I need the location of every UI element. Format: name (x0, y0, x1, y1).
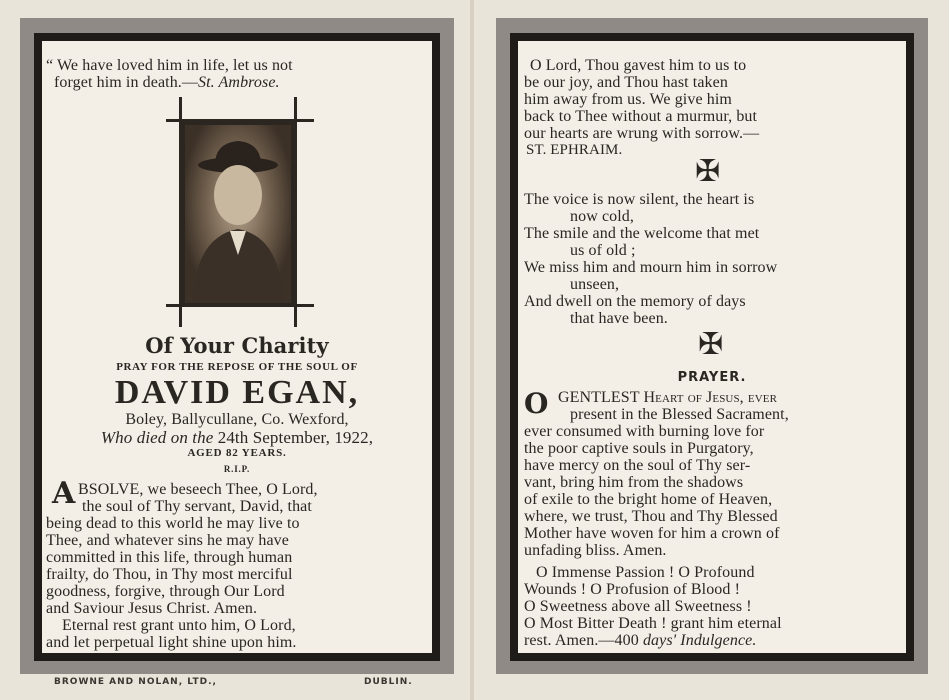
passion-line: Wounds ! O Profusion of Blood ! (524, 581, 741, 598)
prayer-line: present in the Blessed Sacrament, (570, 406, 789, 423)
prayer-line: the soul of Thy servant, David, that (82, 498, 312, 515)
poem-line: unseen, (570, 276, 620, 293)
ephraim-line: our hearts are wrung with sorrow.— (524, 125, 760, 142)
ephraim-line: him away from us. We give him (524, 91, 732, 108)
memorial-card-left (0, 0, 470, 700)
died-prefix: Who died on the (100, 428, 214, 447)
memorial-card-right (474, 0, 949, 700)
prayer-dropcap: A (52, 476, 76, 511)
rip: R.I.P. (223, 464, 251, 474)
prayer-line: GENTLEST Heart of Jesus, ever (558, 389, 778, 406)
poem-line: now cold, (570, 208, 635, 225)
prayer-line: goodness, forgive, through Our Lord (46, 583, 285, 600)
quote-line-1: “ We have loved him in life, let us not (46, 57, 293, 74)
prayer-line: frailty, do Thou, in Thy most merciful (46, 566, 293, 583)
card-panel-right (518, 41, 906, 653)
prayer-line: Thee, and whatever sins he may have (46, 532, 289, 549)
prayer-line: have mercy on the soul of Thy ser- (524, 457, 751, 474)
ephraim-line: back to Thee without a murmur, but (524, 108, 758, 125)
ephraim-line: O Lord, Thou gavest him to us to (530, 57, 747, 74)
indulgence-text: days' Indulgence. (642, 632, 757, 649)
address: Boley, Ballycullane, Co. Wexford, (125, 411, 349, 428)
ephraim-attribution: ST. EPHRAIM. (526, 142, 623, 158)
eternal-line: Eternal rest grant unto him, O Lord, (62, 617, 296, 634)
passion-text: rest. Amen.—400 (524, 632, 639, 649)
printer-city: DUBLIN. (364, 677, 413, 687)
poem-line: We miss him and mourn him in sorrow (524, 259, 778, 276)
of-your-charity: Of Your Charity (145, 333, 329, 358)
quote-text: forget him in death.— (54, 74, 198, 91)
prayer-line: ever consumed with burning love for (524, 423, 765, 440)
passion-line: O Sweetness above all Sweetness ! (524, 598, 752, 615)
poem-line: The smile and the welcome that met (524, 225, 760, 242)
prayer-line: committed in this life, through human (46, 549, 293, 566)
prayer-line: being dead to this world he may live to (46, 515, 300, 532)
prayer-line: vant, bring him from the shadows (524, 474, 744, 491)
passion-line (524, 632, 756, 649)
poem-line: And dwell on the memory of days (524, 293, 746, 310)
printer-credit: BROWNE AND NOLAN, LTD., (54, 677, 217, 687)
portrait-image (185, 125, 291, 303)
ephraim-line: be our joy, and Thou hast taken (524, 74, 728, 91)
prayer-line: and Saviour Jesus Christ. Amen. (46, 600, 258, 617)
prayer-line: Mother have woven for him a crown of (524, 525, 780, 542)
poem-line: that have been. (570, 310, 668, 327)
age: AGED 82 YEARS. (187, 447, 287, 459)
pray-line: PRAY FOR THE REPOSE OF THE SOUL OF (116, 361, 358, 373)
card-panel-left (42, 41, 432, 653)
death-date-line (42, 429, 432, 446)
passion-line: O Immense Passion ! O Profound (536, 564, 755, 581)
poem-line: us of old ; (570, 242, 636, 259)
portrait-photo (181, 121, 295, 307)
prayer-line: of exile to the bright home of Heaven, (524, 491, 773, 508)
died-date: 24th September, 1922, (217, 428, 374, 447)
prayer-line: the poor captive souls in Purgatory, (524, 440, 754, 457)
passion-line: O Most Bitter Death ! grant him eternal (524, 615, 782, 632)
prayer-title: PRAYER. (677, 370, 747, 385)
quote-attribution: St. Ambrose. (198, 74, 280, 91)
quote-line-2 (54, 74, 280, 91)
prayer-line: unfading bliss. Amen. (524, 542, 667, 559)
cross-icon: ✠ (698, 327, 724, 362)
poem-line: The voice is now silent, the heart is (524, 191, 755, 208)
eternal-line: and let perpetual light shine upon him. (46, 634, 297, 651)
prayer-dropcap: O (524, 387, 549, 420)
prayer-line: where, we trust, Thou and Thy Blessed (524, 508, 778, 525)
prayer-line: BSOLVE, we beseech Thee, O Lord, (78, 481, 318, 498)
cross-icon: ✠ (695, 154, 721, 189)
deceased-name: DAVID EGAN, (114, 374, 360, 411)
portrait-figure (185, 125, 291, 303)
